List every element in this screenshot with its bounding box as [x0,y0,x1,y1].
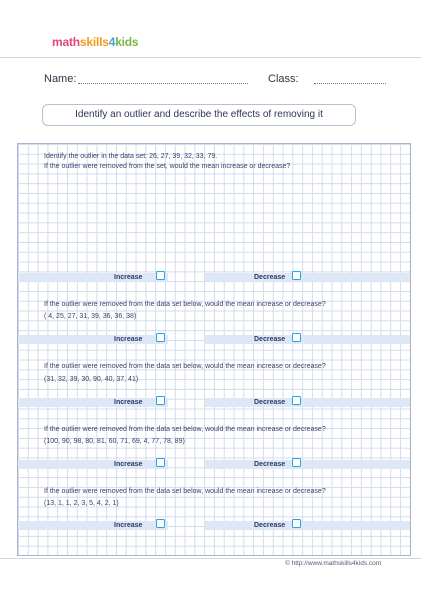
answer-band-1-increase [18,273,168,282]
increase-checkbox-1[interactable] [156,271,165,280]
name-class-row [44,73,389,89]
increase-checkbox-2[interactable] [156,333,165,342]
increase-label-2: Increase [114,336,143,343]
footer-divider [0,558,421,559]
decrease-label-4: Decrease [254,461,286,468]
logo-part-math: math [52,35,80,49]
name-label: Name: [44,73,77,85]
header-divider [0,57,421,58]
logo [52,35,138,49]
answer-band-5-decrease [205,521,410,530]
question-4-line-1: If the outlier were removed from the data set below, would the mean increase or decrease? [44,426,326,433]
question-3-line-2: (31, 32, 39, 30, 90, 40, 37, 41) [44,376,139,383]
question-4-line-2: (100, 90, 98, 80, 81, 60, 71, 69, 4, 77, 78, 89) [44,438,185,445]
copyright-text[interactable]: © http://www.mathskills4kids.com [285,560,382,567]
decrease-checkbox-2[interactable] [292,333,301,342]
answer-band-4-increase [18,460,168,469]
question-1-line-1: Identify the outlier in the data set: 26, 27, 39, 32, 33, 79. [44,153,218,160]
question-2-line-1: If the outlier were removed from the data set below, would the mean increase or decrease? [44,301,326,308]
answer-band-1-decrease [205,273,410,282]
decrease-label-5: Decrease [254,522,286,529]
decrease-label-3: Decrease [254,399,286,406]
answer-band-4-decrease [205,460,410,469]
answer-band-3-increase [18,398,168,407]
logo-part-kids: kids [115,35,139,49]
logo-part-skills: skills [79,35,109,49]
question-1-line-2: If the outlier were removed from the set, would the mean increase or decrease? [44,163,291,170]
answer-band-3-decrease [205,398,410,407]
answer-band-2-decrease [205,335,410,344]
question-2-line-2: ( 4, 25, 27, 31, 39, 36, 36, 38) [44,313,137,320]
increase-checkbox-3[interactable] [156,396,165,405]
decrease-checkbox-1[interactable] [292,271,301,280]
answer-band-5-increase [18,521,168,530]
decrease-label-1: Decrease [254,274,286,281]
name-field[interactable] [78,83,248,84]
answer-band-2-increase [18,335,168,344]
increase-label-4: Increase [114,461,143,468]
class-label: Class: [268,73,299,85]
increase-label-3: Increase [114,399,143,406]
decrease-checkbox-5[interactable] [292,519,301,528]
increase-label-5: Increase [114,522,143,529]
decrease-checkbox-3[interactable] [292,396,301,405]
increase-checkbox-5[interactable] [156,519,165,528]
decrease-checkbox-4[interactable] [292,458,301,467]
increase-checkbox-4[interactable] [156,458,165,467]
question-5-line-2: (13, 1, 1, 2, 3, 5, 4, 2, 1) [44,500,119,507]
question-5-line-1: If the outlier were removed from the data set below, would the mean increase or decrease? [44,488,326,495]
increase-label-1: Increase [114,274,143,281]
worksheet-title: Identify an outlier and describe the effects of removing it [42,104,356,126]
decrease-label-2: Decrease [254,336,286,343]
question-3-line-1: If the outlier were removed from the data set below, would the mean increase or decrease? [44,363,326,370]
class-field[interactable] [314,83,386,84]
logo-part-4: 4 [108,35,116,49]
